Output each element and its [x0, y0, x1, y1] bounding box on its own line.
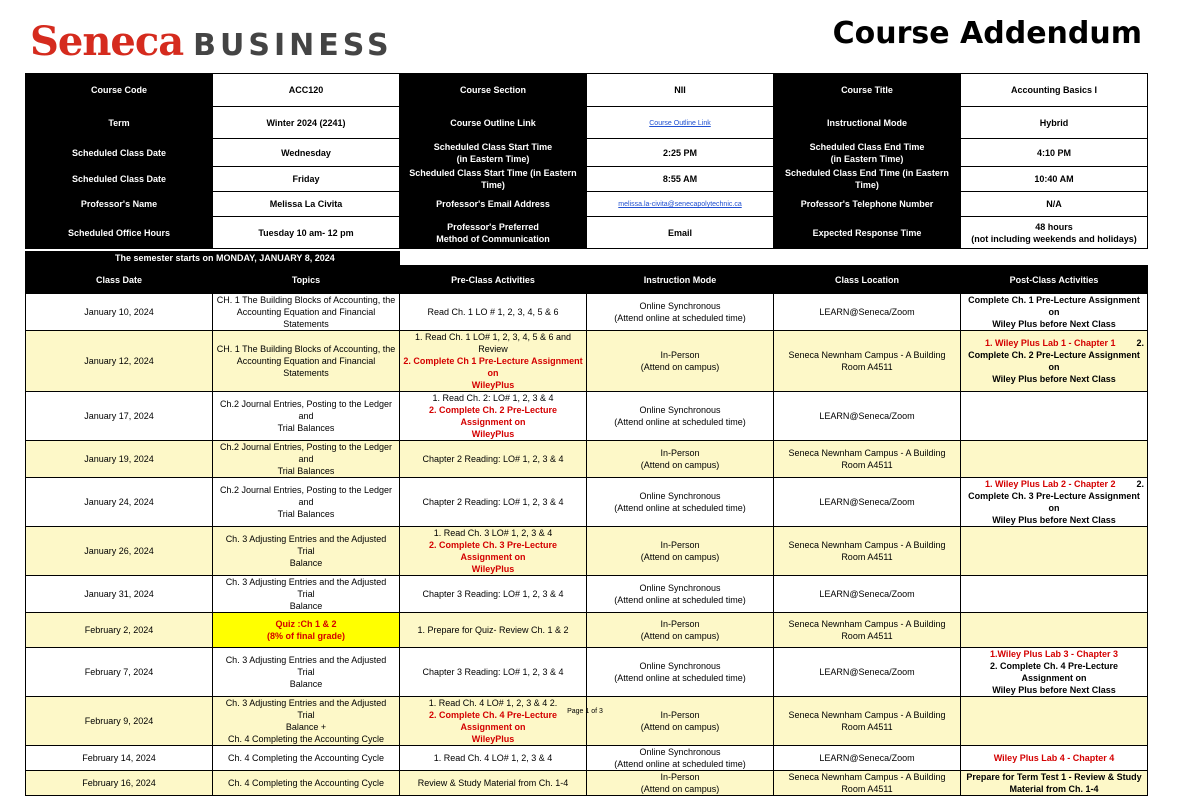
class-location-cell [774, 331, 961, 392]
table-row [26, 331, 1148, 392]
class-location-line: Room A4511 [841, 784, 893, 794]
page-number: Page 1 of 3 [567, 708, 603, 715]
communication-method-label-line1: Professor's Preferred [447, 221, 539, 232]
topic-line: Quiz :Ch 1 & 2 [275, 619, 337, 629]
topic-line: CH. 1 The Building Blocks of Accounting, the [216, 295, 396, 305]
communication-method-value: Email [587, 217, 774, 249]
pre-class-cell [400, 392, 587, 441]
class-date-2-value: Friday [213, 167, 400, 192]
pre-class-line: 1. Read Ch. 2: LO# 1, 2, 3 & 4 [432, 393, 554, 403]
topic-line: Balance [289, 679, 323, 689]
instruction-mode-cell [587, 697, 774, 746]
pre-class-assignment-line: 2. Complete Ch 1 Pre-Lecture Assignment on [403, 356, 583, 378]
post-class-line: 2. Complete Ch. 4 Pre-Lecture Assignment on [989, 661, 1119, 683]
pre-class-line: Chapter 3 Reading: LO# 1, 2, 3 & 4 [422, 589, 564, 599]
post-class-line: Wiley Plus before Next Class [992, 374, 1116, 384]
class-location-line: Room A4511 [841, 460, 893, 470]
end-time-2-value: 10:40 AM [961, 167, 1148, 192]
response-time-value [961, 217, 1148, 249]
instruction-mode-line: Online Synchronous [639, 583, 721, 593]
pre-class-line: 1. Read Ch. 1 LO# 1, 2, 3, 4, 5 & 6 and Review [414, 332, 572, 354]
post-class-cell [961, 392, 1148, 441]
office-hours-label: Scheduled Office Hours [26, 217, 213, 249]
instruction-mode-line: In-Person [660, 540, 700, 550]
pre-class-cell [400, 697, 587, 746]
pre-class-cell [400, 331, 587, 392]
pre-class-line: 1. Prepare for Quiz- Review Ch. 1 & 2 [417, 625, 569, 635]
topic-line: Ch. 3 Adjusting Entries and the Adjusted Trial [225, 655, 387, 677]
topic-cell [213, 294, 400, 331]
topic-cell [213, 441, 400, 478]
end-time-1-value: 4:10 PM [961, 139, 1148, 167]
topic-line: Trial Balances [277, 509, 335, 519]
class-location-line: Seneca Newnham Campus - A Building [788, 772, 946, 782]
topic-line: Trial Balances [277, 466, 335, 476]
header-pre-class: Pre-Class Activities [400, 266, 587, 294]
pre-class-assignment-line: WileyPlus [471, 429, 515, 439]
class-location-cell [774, 771, 961, 796]
topic-line: Accounting Equation and Financial Statements [236, 307, 376, 329]
communication-method-label [400, 217, 587, 249]
class-location-line: Room A4511 [841, 722, 893, 732]
post-class-cell [961, 697, 1148, 746]
page-title: Course Addendum [832, 16, 1142, 51]
class-date-1-value: Wednesday [213, 139, 400, 167]
topic-cell [213, 478, 400, 527]
post-class-lab-line: 1.Wiley Plus Lab 3 - Chapter 3 [990, 649, 1118, 659]
table-row [26, 613, 1148, 648]
class-location-line: Seneca Newnham Campus - A Building [788, 448, 946, 458]
post-class-line: Complete Ch. 1 Pre-Lecture Assignment on [968, 295, 1140, 317]
class-date-cell: January 10, 2024 [26, 294, 213, 331]
pre-class-line: Read Ch. 1 LO # 1, 2, 3, 4, 5 & 6 [427, 307, 559, 317]
post-class-lab-line: 1. Wiley Plus Lab 1 - Chapter 1 [985, 338, 1116, 348]
instruction-mode-cell [587, 441, 774, 478]
topic-cell [213, 576, 400, 613]
class-location-line: Seneca Newnham Campus - A Building [788, 619, 946, 629]
instruction-mode-cell [587, 746, 774, 771]
instruction-mode-line: (Attend on campus) [640, 552, 720, 562]
topic-line: Ch. 3 Adjusting Entries and the Adjusted Trial [225, 698, 387, 720]
end-time-1-label [774, 139, 961, 167]
instruction-mode-line: In-Person [660, 619, 700, 629]
class-date-cell: January 17, 2024 [26, 392, 213, 441]
class-location-cell [774, 294, 961, 331]
instruction-mode-line: (Attend online at scheduled time) [614, 417, 746, 427]
professor-name-label: Professor's Name [26, 192, 213, 217]
pre-class-assignment-line: WileyPlus [471, 380, 515, 390]
topic-line: Ch.2 Journal Entries, Posting to the Ledger and [219, 485, 393, 507]
instruction-mode-line: In-Person [660, 772, 700, 782]
instruction-mode-line: Online Synchronous [639, 405, 721, 415]
class-date-cell: January 26, 2024 [26, 527, 213, 576]
pre-class-line: 1. Read Ch. 3 LO# 1, 2, 3 & 4 [433, 528, 553, 538]
class-location-cell [774, 392, 961, 441]
pre-class-line: Review & Study Material from Ch. 1-4 [417, 778, 569, 788]
header-class-location: Class Location [774, 266, 961, 294]
start-time-2-label: Scheduled Class Start Time (in Eastern Time) [400, 167, 587, 192]
pre-class-line: 1. Read Ch. 4 LO# 1, 2, 3 & 4 2. [428, 698, 558, 708]
class-location-line: Room A4511 [841, 362, 893, 372]
instruction-mode-cell [587, 771, 774, 796]
instruction-mode-line: (Attend online at scheduled time) [614, 759, 746, 769]
post-class-cell [961, 294, 1148, 331]
pre-class-cell [400, 648, 587, 697]
pre-class-assignment-line: 2. Complete Ch. 3 Pre-Lecture Assignment on [428, 540, 558, 562]
class-location-line: Seneca Newnham Campus - A Building [788, 710, 946, 720]
end-time-1-label-line1: Scheduled Class End Time [809, 141, 925, 152]
topic-line: Ch.2 Journal Entries, Posting to the Ledger and [219, 442, 393, 464]
instruction-mode-cell [587, 648, 774, 697]
class-location-cell [774, 576, 961, 613]
start-time-1-value: 2:25 PM [587, 139, 774, 167]
class-location-cell [774, 527, 961, 576]
pre-class-assignment-line: 2. Complete Ch. 2 Pre-Lecture Assignment on [428, 405, 558, 427]
instruction-mode-cell [587, 478, 774, 527]
professor-phone-value: N/A [961, 192, 1148, 217]
class-location-cell [774, 746, 961, 771]
instruction-mode-cell [587, 613, 774, 648]
instruction-mode-cell [587, 392, 774, 441]
topic-cell [213, 697, 400, 746]
post-class-cell [961, 771, 1148, 796]
class-location-line: Room A4511 [841, 552, 893, 562]
topic-line: Balance [289, 558, 323, 568]
instruction-mode-line: (Attend online at scheduled time) [614, 673, 746, 683]
table-row [26, 441, 1148, 478]
pre-class-cell [400, 613, 587, 648]
pre-class-line: Chapter 3 Reading: LO# 1, 2, 3 & 4 [422, 667, 564, 677]
class-location-cell [774, 648, 961, 697]
post-class-cell [961, 648, 1148, 697]
response-time-label: Expected Response Time [774, 217, 961, 249]
class-date-cell: February 14, 2024 [26, 746, 213, 771]
pre-class-assignment-line: WileyPlus [471, 564, 515, 574]
pre-class-cell [400, 527, 587, 576]
pre-class-cell [400, 746, 587, 771]
topic-cell [213, 527, 400, 576]
instruction-mode-cell [587, 331, 774, 392]
course-code-label: Course Code [26, 74, 213, 107]
post-class-line: Material from Ch. 1-4 [1009, 784, 1099, 794]
instruction-mode-cell [587, 294, 774, 331]
term-label: Term [26, 107, 213, 139]
instruction-mode-line: Online Synchronous [639, 491, 721, 501]
course-section-value: NII [587, 74, 774, 107]
instruction-mode-line: (Attend on campus) [640, 631, 720, 641]
table-row [26, 746, 1148, 771]
class-date-cell: February 9, 2024 [26, 697, 213, 746]
pre-class-cell [400, 441, 587, 478]
class-location-line: Seneca Newnham Campus - A Building [788, 350, 946, 360]
instruction-mode-line: (Attend online at scheduled time) [614, 595, 746, 605]
topic-cell [213, 613, 400, 648]
class-location-line: LEARN@Seneca/Zoom [819, 753, 915, 763]
topic-line: Balance + [285, 722, 327, 732]
seneca-business-logo [30, 20, 393, 64]
class-location-line: LEARN@Seneca/Zoom [819, 411, 915, 421]
pre-class-cell [400, 576, 587, 613]
post-class-cell [961, 576, 1148, 613]
course-section-label: Course Section [400, 74, 587, 107]
topic-line: Accounting Equation and Financial Statements [236, 356, 376, 378]
pre-class-assignment-line: 2. Complete Ch. 4 Pre-Lecture Assignment on [428, 710, 558, 732]
instruction-mode-line: (Attend on campus) [640, 784, 720, 794]
course-code-value: ACC120 [213, 74, 400, 107]
pre-class-line: Chapter 2 Reading: LO# 1, 2, 3 & 4 [422, 454, 564, 464]
pre-class-line: Chapter 2 Reading: LO# 1, 2, 3 & 4 [422, 497, 564, 507]
class-date-cell: January 19, 2024 [26, 441, 213, 478]
post-class-lab-line: Wiley Plus Lab 4 - Chapter 4 [993, 753, 1115, 763]
course-info-table [25, 73, 1148, 249]
pre-class-cell [400, 294, 587, 331]
post-class-line: Complete Ch. 2 Pre-Lecture Assignment on [968, 350, 1140, 372]
topic-line: Balance [289, 601, 323, 611]
response-time-line2: (not including weekends and holidays) [971, 233, 1137, 244]
instruction-mode-line: In-Person [660, 448, 700, 458]
communication-method-label-line2: Method of Communication [436, 233, 550, 244]
post-class-cell [961, 478, 1148, 527]
class-location-cell [774, 613, 961, 648]
instruction-mode-line: In-Person [660, 710, 700, 720]
professor-email-link[interactable]: melissa.la-civita@senecapolytechnic.ca [618, 201, 742, 208]
header-class-date: Class Date [26, 266, 213, 294]
start-time-1-label-line2: (in Eastern Time) [456, 153, 530, 164]
topic-line: Ch. 4 Completing the Accounting Cycle [227, 734, 385, 744]
class-location-line: Seneca Newnham Campus - A Building [788, 540, 946, 550]
topic-cell [213, 746, 400, 771]
class-date-2-label: Scheduled Class Date [26, 167, 213, 192]
course-title-label: Course Title [774, 74, 961, 107]
outline-link-label: Course Outline Link [400, 107, 587, 139]
instruction-mode-line: In-Person [660, 350, 700, 360]
end-time-2-label: Scheduled Class End Time (in Eastern Time) [774, 167, 961, 192]
table-row [26, 478, 1148, 527]
instruction-mode-line: Online Synchronous [639, 661, 721, 671]
logo-business-text: BUSINESS [193, 28, 393, 63]
class-location-line: LEARN@Seneca/Zoom [819, 497, 915, 507]
instruction-mode-cell [587, 527, 774, 576]
class-date-cell: January 31, 2024 [26, 576, 213, 613]
instructional-mode-label: Instructional Mode [774, 107, 961, 139]
topic-line: Ch.2 Journal Entries, Posting to the Ledger and [219, 399, 393, 421]
topic-cell [213, 648, 400, 697]
start-time-1-label [400, 139, 587, 167]
instruction-mode-line: Online Synchronous [639, 301, 721, 311]
post-class-cell [961, 527, 1148, 576]
semester-start-note: The semester starts on MONDAY, JANUARY 8, 2024 [25, 251, 400, 265]
topic-line: Ch. 4 Completing the Accounting Cycle [227, 778, 385, 788]
header-post-class: Post-Class Activities [961, 266, 1148, 294]
post-class-line: Wiley Plus before Next Class [992, 515, 1116, 525]
header [0, 0, 1200, 72]
instruction-mode-line: (Attend on campus) [640, 460, 720, 470]
class-date-cell: January 24, 2024 [26, 478, 213, 527]
post-class-cell [961, 613, 1148, 648]
table-row [26, 294, 1148, 331]
class-date-cell: January 12, 2024 [26, 331, 213, 392]
topic-cell [213, 771, 400, 796]
post-class-cell [961, 441, 1148, 478]
schedule-header-row [26, 266, 1148, 294]
instruction-mode-line: (Attend online at scheduled time) [614, 503, 746, 513]
topic-line: (8% of final grade) [266, 631, 345, 641]
post-class-line: Complete Ch. 3 Pre-Lecture Assignment on [968, 491, 1140, 513]
class-date-cell: February 7, 2024 [26, 648, 213, 697]
class-location-cell [774, 478, 961, 527]
class-date-cell: February 16, 2024 [26, 771, 213, 796]
table-row [26, 576, 1148, 613]
table-row [26, 771, 1148, 796]
end-time-1-label-line2: (in Eastern Time) [830, 153, 904, 164]
topic-line: CH. 1 The Building Blocks of Accounting, the [216, 344, 396, 354]
header-instruction-mode: Instruction Mode [587, 266, 774, 294]
class-location-line: LEARN@Seneca/Zoom [819, 667, 915, 677]
table-row [26, 648, 1148, 697]
instruction-mode-line: Online Synchronous [639, 747, 721, 757]
table-row [26, 392, 1148, 441]
post-class-item-number: 2. [1136, 338, 1144, 348]
pre-class-cell [400, 771, 587, 796]
pre-class-line: 1. Read Ch. 4 LO# 1, 2, 3 & 4 [433, 753, 553, 763]
post-class-item-number: 2. [1136, 479, 1144, 489]
professor-phone-label: Professor's Telephone Number [774, 192, 961, 217]
logo-seneca-text: Seneca [30, 18, 184, 65]
class-location-line: LEARN@Seneca/Zoom [819, 307, 915, 317]
table-row [26, 527, 1148, 576]
term-value: Winter 2024 (2241) [213, 107, 400, 139]
start-time-2-value: 8:55 AM [587, 167, 774, 192]
professor-name-value: Melissa La Civita [213, 192, 400, 217]
professor-email-label: Professor's Email Address [400, 192, 587, 217]
pre-class-assignment-line: WileyPlus [471, 734, 515, 744]
post-class-line: Wiley Plus before Next Class [992, 319, 1116, 329]
post-class-cell [961, 331, 1148, 392]
class-date-cell: February 2, 2024 [26, 613, 213, 648]
instruction-mode-line: (Attend on campus) [640, 362, 720, 372]
post-class-lab-line: 1. Wiley Plus Lab 2 - Chapter 2 [985, 479, 1116, 489]
course-outline-link[interactable]: Course Outline Link [649, 119, 711, 127]
table-row [26, 697, 1148, 746]
instruction-mode-line: (Attend on campus) [640, 722, 720, 732]
class-location-line: LEARN@Seneca/Zoom [819, 589, 915, 599]
topic-line: Ch. 4 Completing the Accounting Cycle [227, 753, 385, 763]
post-class-cell [961, 746, 1148, 771]
post-class-line: Wiley Plus before Next Class [992, 685, 1116, 695]
response-time-line1: 48 hours [1035, 221, 1073, 232]
topic-cell [213, 331, 400, 392]
class-location-line: Room A4511 [841, 631, 893, 641]
instructional-mode-value: Hybrid [961, 107, 1148, 139]
class-location-cell [774, 441, 961, 478]
topic-line: Trial Balances [277, 423, 335, 433]
topic-line: Ch. 3 Adjusting Entries and the Adjusted Trial [225, 577, 387, 599]
course-title-value: Accounting Basics I [961, 74, 1148, 107]
topic-line: Ch. 3 Adjusting Entries and the Adjusted Trial [225, 534, 387, 556]
topic-cell [213, 392, 400, 441]
office-hours-value: Tuesday 10 am- 12 pm [213, 217, 400, 249]
schedule-table [25, 265, 1148, 796]
instruction-mode-cell [587, 576, 774, 613]
start-time-1-label-line1: Scheduled Class Start Time [433, 141, 553, 152]
class-location-cell [774, 697, 961, 746]
class-date-1-label: Scheduled Class Date [26, 139, 213, 167]
instruction-mode-line: (Attend online at scheduled time) [614, 313, 746, 323]
pre-class-cell [400, 478, 587, 527]
post-class-line: Prepare for Term Test 1 - Review & Study [966, 772, 1142, 782]
header-topics: Topics [213, 266, 400, 294]
